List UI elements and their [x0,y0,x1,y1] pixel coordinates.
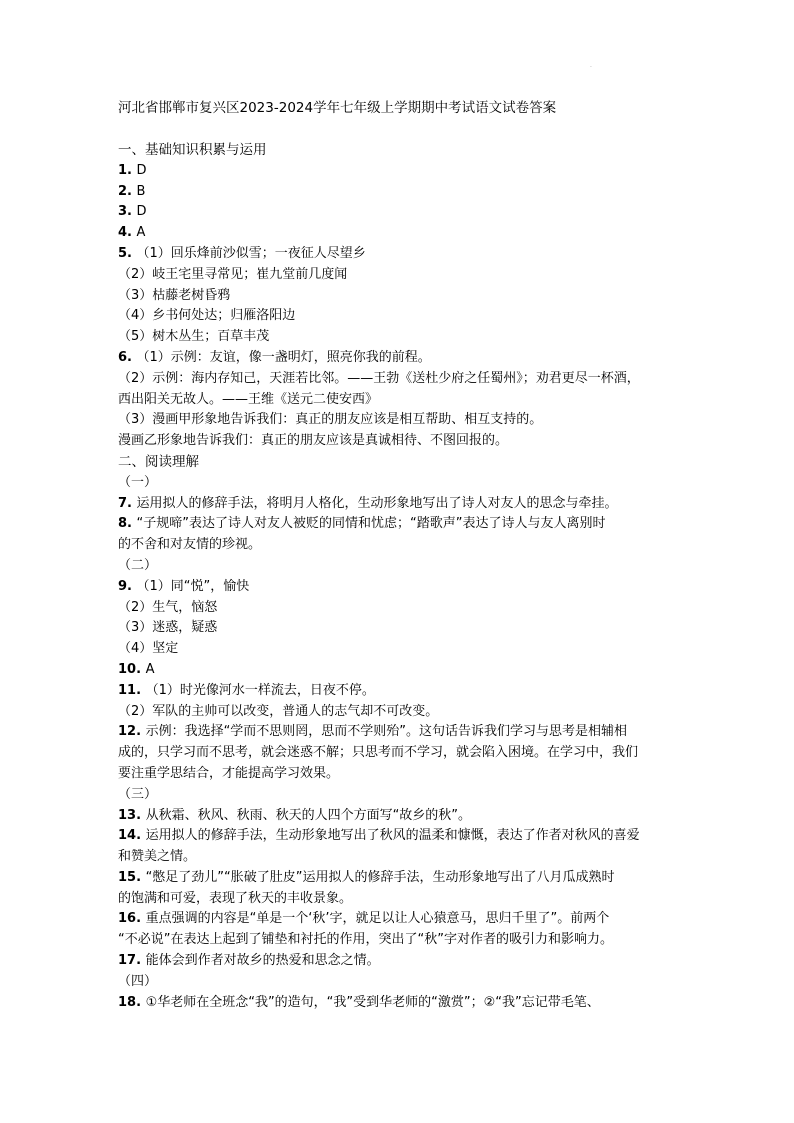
text-line [118,847,688,868]
question-number: 10. [118,661,146,677]
text-line [118,535,688,556]
line-text: （2）生气，恼怒 [118,599,218,615]
text-line [118,889,688,910]
question-number: 1. [118,162,137,178]
line-text: （4）乡书何处达；归雁洛阳边 [118,308,296,324]
answer-document [118,98,688,1013]
text-line [118,390,688,411]
text-line [118,265,688,286]
question-number: 6. [118,349,137,365]
line-text: A [145,661,155,677]
answer-line [118,660,688,681]
text-line [118,618,688,639]
answer-line [118,244,688,265]
question-number: 3. [118,204,137,220]
line-text: 成的，只学习而不思考，就会迷惑不解；只思考而不学习，就会陷入困境。在学习中，我们 [118,745,639,761]
text-line [118,702,688,723]
text-line [118,556,688,577]
text-line [118,743,688,764]
answer-line [118,161,688,182]
question-number: 14. [118,828,146,844]
text-line [118,431,688,452]
answer-line [118,348,688,369]
line-text: ①华老师在全班念“我”的造句，“我”受到华老师的“激赏”；②“我”忘记带毛笔、 [145,994,600,1010]
answer-line [118,514,688,535]
line-text: 运用拟人的修辞手法，将明月人格化，生动形象地写出了诗人对友人的思念与牵挂。 [136,495,618,511]
text-line [118,972,688,993]
line-text: 的饱满和可爱，表现了秋天的丰收景象。 [118,890,353,906]
line-text: 示例：我选择“学而不思则罔，思而不学则殆”。这句话告诉我们学习与思考是相辅相 [145,724,628,740]
line-text: （1）回乐烽前沙似雪；一夜征人尽望乡 [136,245,366,261]
line-text: （3）漫画甲形象地告诉我们：真正的朋友应该是相互帮助、相互支持的。 [118,412,543,428]
line-text: （3）枯藤老树昏鸦 [118,287,231,303]
line-text: （1）示例：友谊，像一盏明灯，照亮你我的前程。 [136,349,431,365]
answer-line [118,577,688,598]
answer-line [118,681,688,702]
line-text: 西出阳关无故人。——王维《送元二使安西》 [118,391,379,407]
line-text: （一） [118,474,158,490]
question-number: 13. [118,807,146,823]
answer-line [118,806,688,827]
line-text: （3）迷惑，疑惑 [118,620,218,636]
line-text: 从秋霜、秋风、秋雨、秋天的人四个方面写“故乡的秋”。 [145,807,472,823]
line-text: 重点强调的内容是“单是一个‘秋’字，就足以让人心猿意马，思归千里了”。前两个 [145,911,610,927]
question-number: 15. [118,869,146,885]
question-number: 5. [118,245,137,261]
line-text: 要注重学思结合，才能提高学习效果。 [118,765,340,781]
line-text: （1）同“悦”，愉快 [136,578,250,594]
question-number: 16. [118,911,146,927]
document-title: 河北省邯郸市复兴区2023-2024学年七年级上学期期中考试语文试卷答案 [118,100,557,116]
line-text: （2）示例：海内存知己，天涯若比邻。——王勃《送杜少府之任蜀州》；劝君更尽一杯酒， [118,370,640,386]
line-text: （四） [118,973,158,989]
text-line [118,410,688,431]
question-number: 18. [118,994,146,1010]
line-text: （2）岐王宅里寻常见；崔九堂前几度闻 [118,266,348,282]
line-text: 二、阅读理解 [118,453,199,470]
page-mark: . [590,62,592,69]
line-text: D [136,204,147,220]
answer-line [118,951,688,972]
line-text: （2）军队的主帅可以改变，普通人的志气却不可改变。 [118,703,439,719]
line-text: “子规啼”表达了诗人对友人被贬的同情和忧虑；“踏歌声”表达了诗人与友人离别时 [136,516,606,532]
answer-line [118,909,688,930]
line-text: A [136,225,146,241]
line-text: D [136,162,147,178]
section-heading [118,452,688,473]
line-text: 漫画乙形象地告诉我们：真正的朋友应该是真诚相待、不图回报的。 [118,433,509,449]
text-line [118,764,688,785]
question-number: 4. [118,225,137,241]
text-line [118,473,688,494]
line-text: “不必说”在表达上起到了铺垫和衬托的作用，突出了“秋”字对作者的吸引力和影响力。 [118,932,613,948]
question-number: 9. [118,578,137,594]
text-line [118,930,688,951]
question-number: 17. [118,953,146,969]
line-text: “憋足了劲儿”“胀破了肚皮”运用拟人的修辞手法，生动形象地写出了八月瓜成熟时 [145,869,615,885]
line-text: 的不舍和对友情的珍视。 [118,537,262,553]
section-heading [118,140,688,161]
text-line [118,639,688,660]
line-text: （4）坚定 [118,641,179,657]
line-text: 能体会到作者对故乡的热爱和思念之情。 [145,953,380,969]
line-text: （1）时光像河水一样流去，日夜不停。 [145,682,375,698]
answer-line [118,868,688,889]
line-text: 和赞美之情。 [118,849,197,865]
text-line [118,286,688,307]
line-text: （二） [118,557,158,573]
line-text: 一、基础知识积累与运用 [118,142,267,158]
line-text: B [136,183,146,199]
line-text: 运用拟人的修辞手法，生动形象地写出了秋风的温柔和慷慨，表达了作者对秋风的喜爱 [145,828,640,844]
question-number: 7. [118,495,137,511]
text-line [118,327,688,348]
text-line [118,369,688,390]
answer-line [118,223,688,244]
answer-line [118,182,688,203]
answer-line [118,826,688,847]
answer-line [118,494,688,515]
text-line [118,306,688,327]
answer-line [118,202,688,223]
question-number: 8. [118,516,137,532]
answer-line [118,993,688,1014]
answer-line [118,722,688,743]
answer-lines [118,140,688,1013]
line-text: （5）树木丛生；百草丰茂 [118,329,270,345]
text-line [118,598,688,619]
text-line [118,785,688,806]
question-number: 12. [118,724,146,740]
question-number: 11. [118,682,146,698]
line-text: （三） [118,786,158,802]
question-number: 2. [118,183,137,199]
